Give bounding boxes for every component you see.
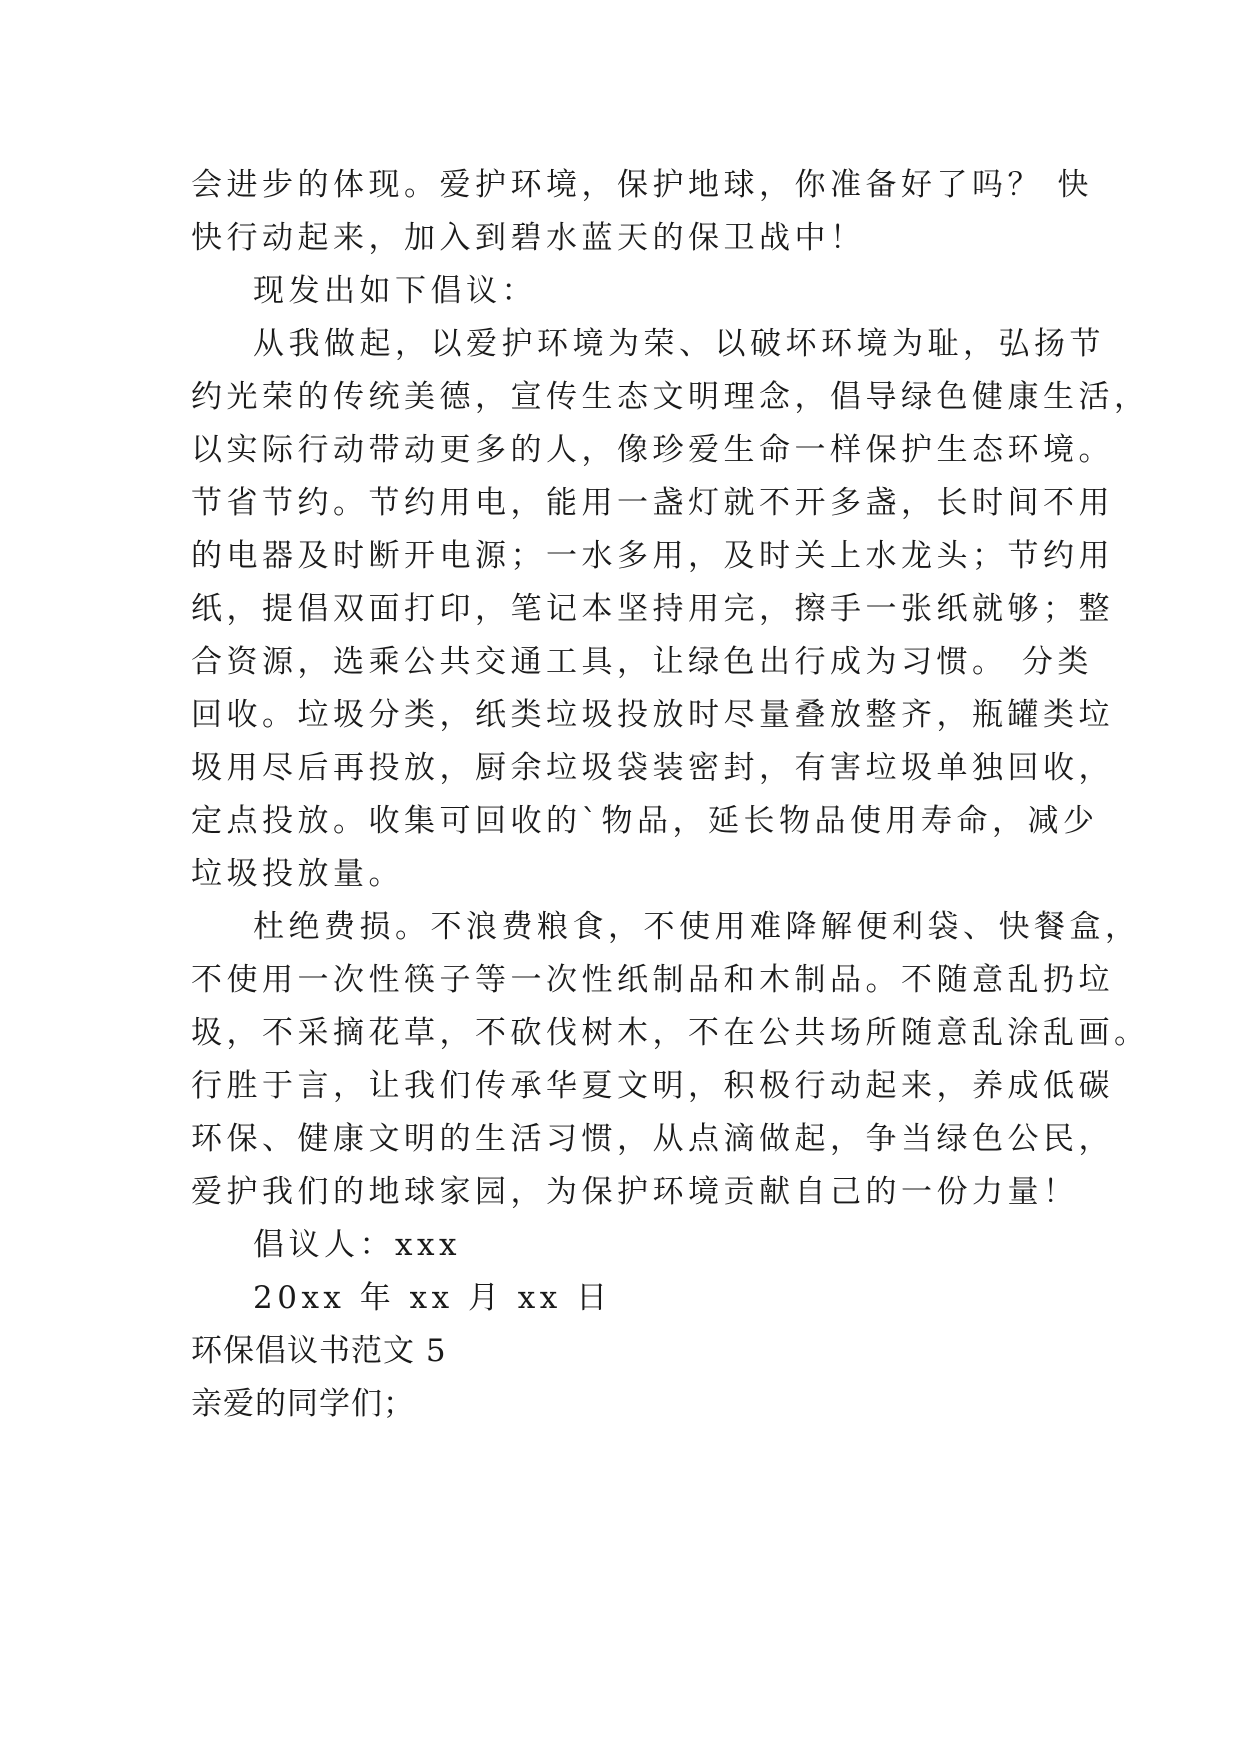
paragraph-line: 从我做起，以爱护环境为荣、以破坏环境为耻，弘扬节 (253, 326, 1105, 362)
paragraph-line: 纸，提倡双面打印，笔记本坚持用完，擦手一张纸就够；整 (191, 591, 1114, 627)
paragraph-line: 环保、健康文明的生活习惯，从点滴做起，争当绿色公民， (191, 1121, 1114, 1157)
paragraph-line: 行胜于言，让我们传承华夏文明，积极行动起来，养成低碳 (191, 1068, 1114, 1104)
paragraph-line: 会进步的体现。爱护环境，保护地球，你准备好了吗？ 快 (191, 167, 1093, 203)
paragraph-line: 爱护我们的地球家园，为保护环境贡献自己的一份力量！ (191, 1174, 1079, 1210)
paragraph-line: 现发出如下倡议： (253, 273, 537, 309)
salutation: 亲爱的同学们； (191, 1386, 415, 1422)
paragraph-line: 垃圾投放量。 (191, 856, 404, 892)
paragraph-line: 定点投放。收集可回收的`物品，延长物品使用寿命，减少 (191, 803, 1099, 839)
paragraph-line: 节省节约。节约用电，能用一盏灯就不开多盏，长时间不用 (191, 485, 1114, 521)
paragraph-line: 不使用一次性筷子等一次性纸制品和木制品。不随意乱扔垃 (191, 962, 1114, 998)
date-line: 20xx 年 xx 月 xx 日 (253, 1280, 612, 1316)
paragraph-line: 约光荣的传统美德，宣传生态文明理念，倡导绿色健康生活， (191, 379, 1150, 415)
paragraph-line: 回收。垃圾分类，纸类垃圾投放时尽量叠放整齐，瓶罐类垃 (191, 697, 1114, 733)
paragraph-line: 以实际行动带动更多的人，像珍爱生命一样保护生态环境。 (191, 432, 1114, 468)
signature-line: 倡议人：xxx (253, 1227, 461, 1263)
paragraph-line: 杜绝费损。不浪费粮食，不使用难降解便利袋、快餐盒， (253, 909, 1141, 945)
section-title: 环保倡议书范文 5 (191, 1333, 447, 1369)
paragraph-line: 合资源，选乘公共交通工具，让绿色出行成为习惯。 分类 (191, 644, 1093, 680)
paragraph-line: 快行动起来，加入到碧水蓝天的保卫战中！ (191, 220, 866, 256)
paragraph-line: 圾用尽后再投放，厨余垃圾袋装密封，有害垃圾单独回收， (191, 750, 1114, 786)
paragraph-line: 圾，不采摘花草，不砍伐树木，不在公共场所随意乱涂乱画。 (191, 1015, 1150, 1051)
paragraph-line: 的电器及时断开电源；一水多用，及时关上水龙头；节约用 (191, 538, 1114, 574)
